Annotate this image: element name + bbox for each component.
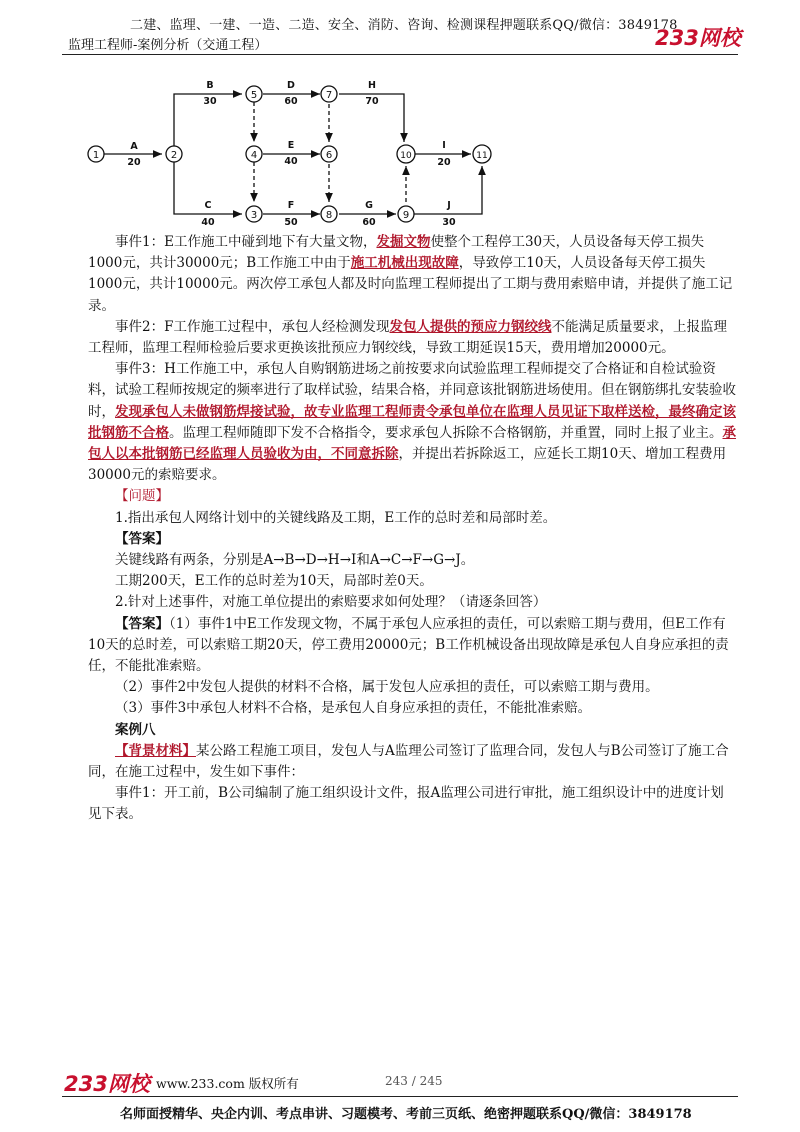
svg-text:7: 7: [325, 90, 333, 101]
node-9: [398, 206, 414, 222]
header-divider: [62, 54, 738, 55]
page-number: 243 / 245: [385, 1074, 443, 1088]
duration-A: 20: [127, 157, 141, 168]
highlight-machine-fault: 施工机械出现故障: [350, 255, 459, 272]
node-3: [246, 206, 262, 222]
duration-G: 60: [362, 217, 376, 228]
svg-text:8: 8: [325, 210, 333, 221]
svg-text:3: 3: [250, 210, 258, 221]
label-I: I: [442, 140, 446, 151]
svg-text:2: 2: [170, 150, 178, 161]
node-2: [166, 146, 182, 162]
label-E: E: [287, 140, 295, 151]
svg-text:9: 9: [402, 210, 410, 221]
node-6: [321, 146, 337, 162]
label-F: F: [287, 200, 295, 211]
case-title: 案例八: [115, 721, 156, 738]
footer-copyright: www.233.com 版权所有: [156, 1076, 299, 1091]
duration-C: 40: [201, 217, 215, 228]
label-H: H: [368, 80, 376, 91]
question-tag: 【问题】: [115, 488, 169, 505]
duration-H: 70: [365, 96, 379, 107]
document-body: [88, 232, 736, 826]
event1-paragraph: 事件1：E工作施工中碰到地下有大量文物，发掘文物使整个工程停工30天，人员设备每天停工损失1000元，共计30000元；B工作施工中由于施工机械出现故障，导致停工10天，人员设备每天停工损失1000元，共计10000元。两次停工承包人都及时向监理工程师提出了工期与费用索赔申请，并提供了施工记录。: [88, 234, 733, 314]
svg-text:4: 4: [250, 150, 258, 161]
duration-F: 50: [284, 217, 298, 228]
node-8: [321, 206, 337, 222]
node-1: [88, 146, 104, 162]
node-7: [321, 86, 337, 102]
label-A: A: [130, 141, 138, 152]
label-J: J: [447, 200, 451, 211]
highlight-refuse-demolish: 承包人以本批钢筋已经监理人员验收为由，不同意拆除: [88, 424, 736, 463]
event2-paragraph: 事件2：F工作施工过程中，承包人经检测发现发包人提供的预应力钢绞线不能满足质量要求，上报监理工程师，监理工程师检验后要求更换该批预应力钢绞线，导致工期延误15天，费用增加20000元。: [88, 318, 727, 357]
answer-2-part1: 【答案】（1）事件1中E工作发现文物，不属于承包人应承担的责任，可以索赔工期与费用，但E工作有10天的总时差，可以索赔工期20天，停工费用20000元；B工作机械设备出现故障是承包人自身应承担的责任，不能批准索赔。: [88, 615, 729, 675]
label-B: B: [206, 80, 214, 91]
duration-J: 30: [442, 217, 456, 228]
highlight-dig-relics: 发掘文物: [376, 234, 431, 250]
svg-text:6: 6: [325, 150, 333, 161]
label-C: C: [204, 200, 212, 211]
footer-divider: [62, 1096, 738, 1097]
duration-I: 20: [437, 157, 451, 168]
node-10: [397, 145, 415, 163]
svg-text:11: 11: [476, 151, 488, 161]
background-tag: 【背景材料】: [115, 742, 196, 759]
label-G: G: [365, 200, 373, 211]
highlight-strand: 发包人提供的预应力钢绞线: [389, 318, 552, 335]
answer-2-part2: （2）事件2中发包人提供的材料不合格，属于发包人应承担的责任，可以索赔工期与费用。: [115, 679, 659, 696]
brand-logo: 233网校: [655, 26, 741, 50]
background-paragraph: 【背景材料】某公路工程施工项目，发包人与A监理公司签订了监理合同，发包人与B公司签订了施工合同，在施工过程中，发生如下事件：: [88, 742, 729, 781]
footer-contact-line: 名师面授精华、央企内训、考点串讲、习题模考、考前三页纸、绝密押题联系QQ/微信：3849178: [120, 1107, 692, 1122]
node-11: [473, 145, 491, 163]
answer-1-line2: 工期200天，E工作的总时差为10天，局部时差0天。: [115, 573, 433, 590]
node-4: [246, 146, 262, 162]
event3-paragraph: 事件3：H工作施工中，承包人自购钢筋进场之前按要求向试验监理工程师提交了合格证和自检试验资料，试验工程师按规定的频率进行了取样试验，结果合格，并同意该批钢筋进场使用。但在钢筋绑扎安装验收时，发现承包人未做钢筋焊接试验，故专业监理工程师责令承包单位在监理人员见证下取样送检，最终确定该批钢筋不合格。监理工程师随即下发不合格指令，要求承包人拆除不合格钢筋，并重置，同时上报了业主。承包人以本批钢筋已经监理人员验收为由，不同意拆除，并提出若拆除返工，应延长工期10天、增加工程费用30000元的索赔要求。: [88, 361, 736, 484]
answer-tag-1: 【答案】: [115, 530, 169, 547]
node-5: [246, 86, 262, 102]
duration-B: 30: [203, 96, 217, 107]
svg-text:1: 1: [92, 150, 100, 161]
label-D: D: [287, 80, 295, 91]
highlight-no-weld-test: 发现承包人未做钢筋焊接试验，故专业监理工程师责令承包单位在监理人员见证下取样送检，最终确定该批钢筋不合格: [88, 403, 736, 441]
network-diagram: [82, 68, 502, 230]
question-2: 2.针对上述事件，对施工单位提出的索赔要求如何处理？（请逐条回答）: [115, 594, 547, 611]
svg-text:5: 5: [250, 90, 258, 101]
footer-logo: 233网校: [64, 1072, 150, 1096]
duration-E: 40: [284, 156, 298, 167]
answer-2-part3: （3）事件3中承包人材料不合格，是承包人自身应承担的责任，不能批准索赔。: [115, 700, 592, 717]
next-event-paragraph: 事件1：开工前，B公司编制了施工组织设计文件，报A监理公司进行审批，施工组织设计中的进度计划见下表。: [88, 785, 724, 823]
duration-D: 60: [284, 96, 298, 107]
question-1: 1.指出承包人网络计划中的关键线路及工期，E工作的总时差和局部时差。: [115, 509, 557, 526]
answer-1-line1: 关键线路有两条，分别是A→B→D→H→I和A→C→F→G→J。: [115, 552, 475, 569]
header-contact-line: 二建、监理、一建、一造、二造、安全、消防、咨询、检测课程押题联系QQ/微信：3849178: [130, 18, 678, 33]
svg-text:10: 10: [400, 151, 412, 161]
document-subtitle: 监理工程师-案例分析（交通工程）: [68, 38, 268, 53]
